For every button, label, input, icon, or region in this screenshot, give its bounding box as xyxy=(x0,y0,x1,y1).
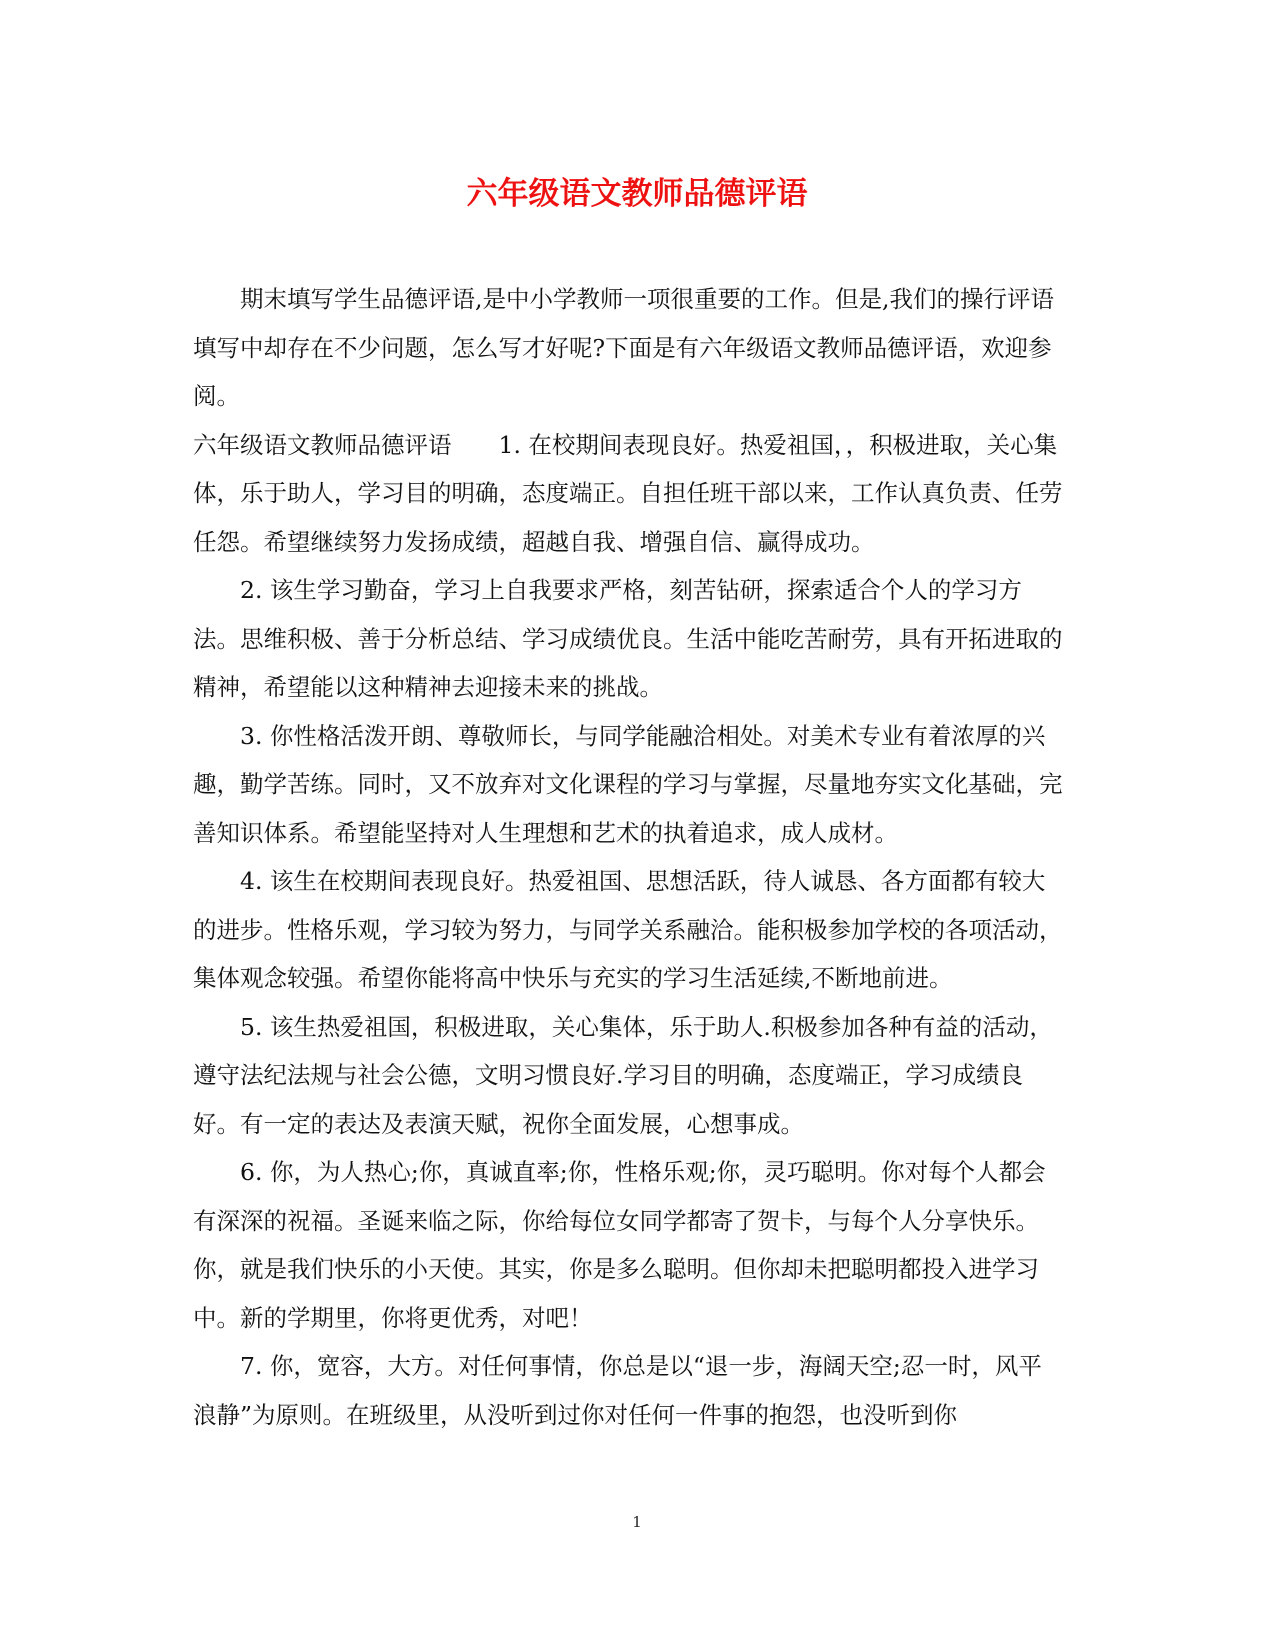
paragraph-comment-3: 3. 你性格活泼开朗、尊敬师长，与同学能融洽相处。对美术专业有着浓厚的兴趣，勤学苦练。同时，又不放弃对文化课程的学习与掌握，尽量地夯实文化基础，完善知识体系。希望能坚持对人生理想和艺术的执着追求，成人成材。 xyxy=(193,721,1063,847)
document-title: 六年级语文教师品德评语 xyxy=(466,176,808,212)
paragraph-comment-6: 6. 你，为人热心;你，真诚直率;你，性格乐观;你，灵巧聪明。你对每个人都会有深深的祝福。圣诞来临之际，你给每位女同学都寄了贺卡，与每个人分享快乐。你，就是我们快乐的小天使。其实，你是多么聪明。但你却未把聪明都投入进学习中。新的学期里，你将更优秀，对吧！ xyxy=(193,1158,1046,1332)
paragraph-comment-1: 六年级语文教师品德评语 1. 在校期间表现良好。热爱祖国，，积极进取，关心集体，乐于助人，学习目的明确，态度端正。自担任班干部以来，工作认真负责、任劳任怨。希望继续努力发扬成绩，超越自我、增强自信、赢得成功。 xyxy=(193,430,1063,556)
paragraph-intro: 期末填写学生品德评语,是中小学教师一项很重要的工作。但是,我们的操行评语填写中却存在不少问题，怎么写才好呢?下面是有六年级语文教师品德评语，欢迎参阅。 xyxy=(193,285,1054,410)
paragraph-comment-4: 4. 该生在校期间表现良好。热爱祖国、思想活跃，待人诚恳、各方面都有较大的进步。性格乐观，学习较为努力，与同学关系融洽。能积极参加学校的各项活动，集体观念较强。希望你能将高中快乐与充实的学习生活延续,不断地前进。 xyxy=(193,867,1063,992)
paragraph-comment-5: 5. 该生热爱祖国，积极进取，关心集体，乐于助人.积极参加各种有益的活动，遵守法纪法规与社会公德，文明习惯良好.学习目的明确，态度端正，学习成绩良好。有一定的表达及表演天赋，祝你全面发展，心想事成。 xyxy=(193,1012,1053,1138)
paragraph-comment-2: 2. 该生学习勤奋，学习上自我要求严格，刻苦钻研，探索适合个人的学习方法。思维积极、善于分析总结、学习成绩优良。生活中能吃苦耐劳，具有开拓进取的精神，希望能以这种精神去迎接未来的挑战。 xyxy=(193,576,1063,701)
document-body xyxy=(193,275,1063,1439)
page-number: 1 xyxy=(632,1513,642,1531)
paragraph-comment-7: 7. 你，宽容，大方。对任何事情，你总是以“退一步，海阔天空;忍一时，风平浪静”为原则。在班级里，从没听到过你对任何一件事的抱怨，也没听到你 xyxy=(193,1352,1042,1429)
